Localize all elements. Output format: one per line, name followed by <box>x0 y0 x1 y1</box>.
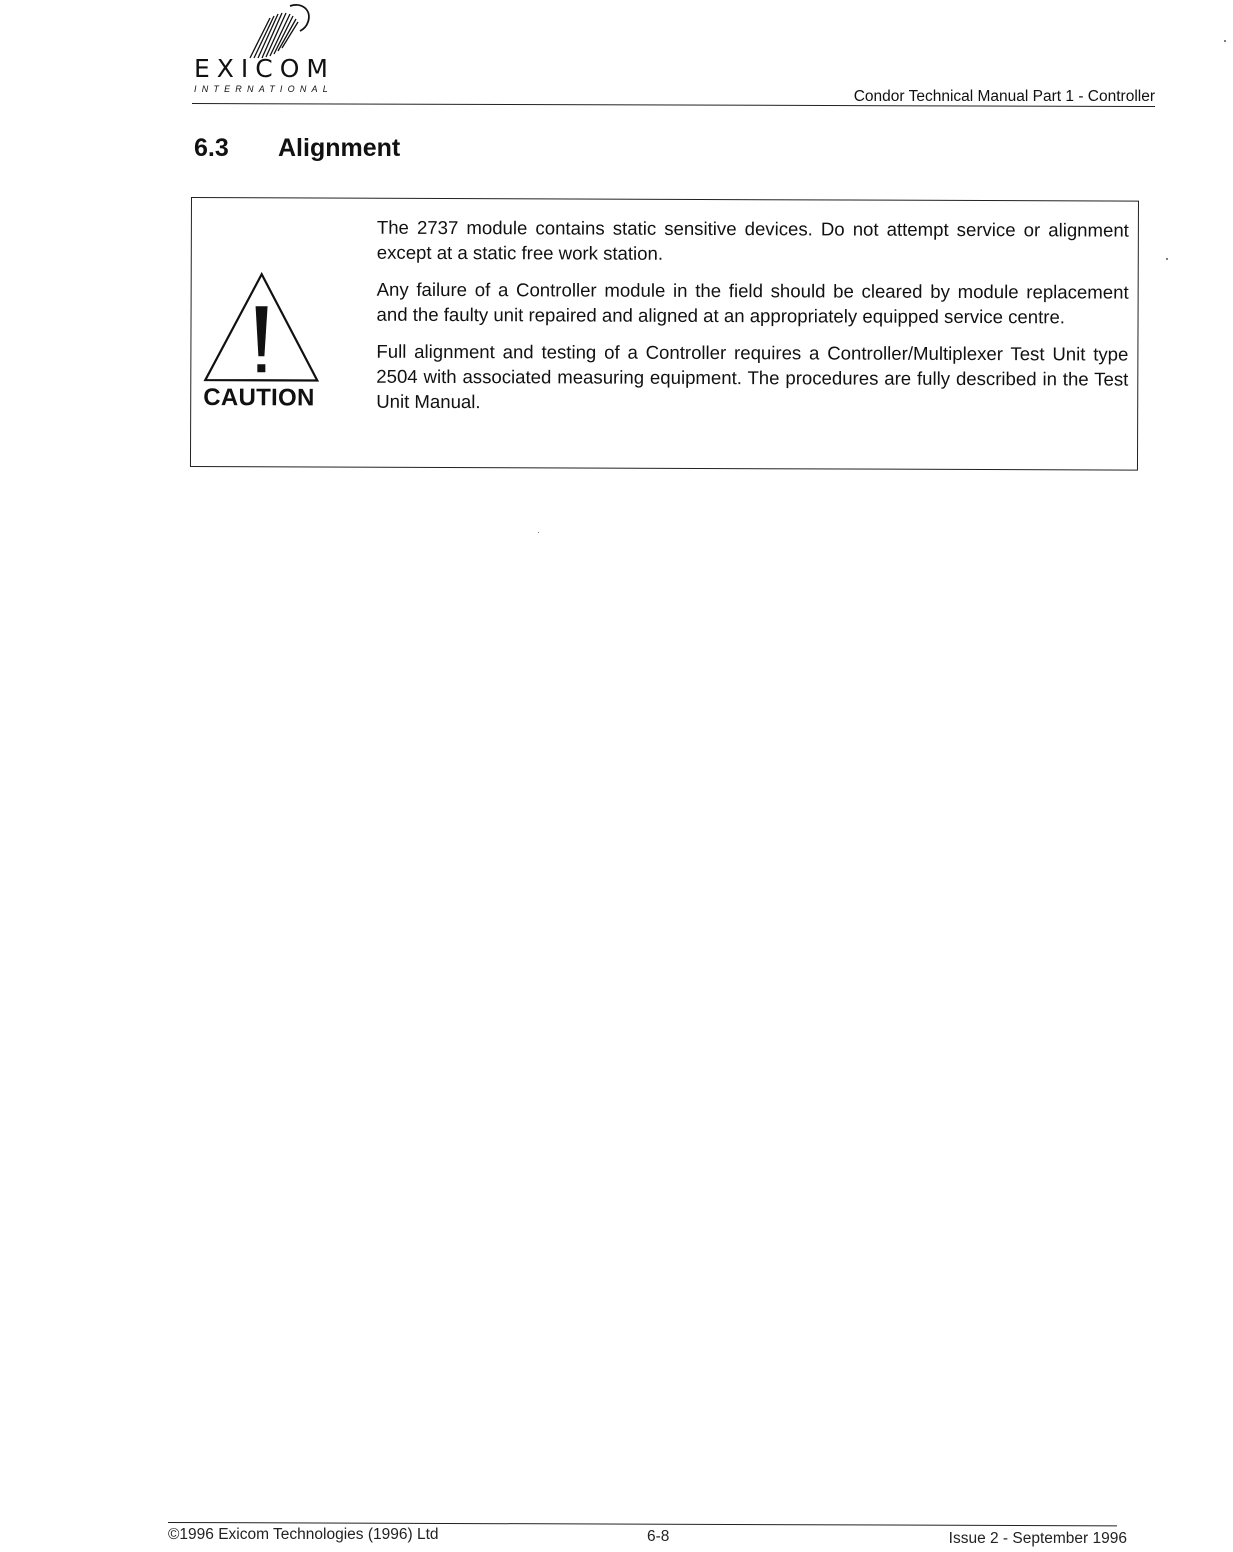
caution-paragraph: Full alignment and testing of a Controller requires a Controller/Multiplexer Test Unit type 2504 with associated measuring equipment. The procedures are fully described in the Test Unit Manual. <box>376 340 1129 413</box>
footer-issue: Issue 2 - September 1996 <box>948 1530 1127 1547</box>
scan-speck <box>538 532 539 533</box>
document-title: Condor Technical Manual Part 1 - Controller <box>853 88 1155 105</box>
caution-paragraph: The 2737 module contains static sensitive devices. Do not attempt service or alignment except at a static free work station. <box>376 216 1129 264</box>
section-number: 6.3 <box>194 134 229 162</box>
logo-subtitle: INTERNATIONAL <box>194 84 333 94</box>
caution-label: CAUTION <box>203 384 315 412</box>
logo-wordmark: EXICOM <box>194 54 335 83</box>
caution-paragraph: Any failure of a Controller module in the field should be cleared by module replacement and the faulty unit repaired and aligned at an appropriately equipped service centre. <box>376 278 1129 328</box>
section-title: Alignment <box>278 134 401 162</box>
scan-speck <box>1224 40 1226 42</box>
warning-triangle-icon <box>201 270 321 386</box>
exicom-logo-mark-icon <box>242 0 322 60</box>
scan-speck <box>1166 258 1168 260</box>
exicom-logo <box>192 0 372 100</box>
section-heading <box>194 134 400 163</box>
caution-box <box>190 197 1139 471</box>
caution-text <box>376 215 1129 417</box>
footer-copyright: ©1996 Exicom Technologies (1996) Ltd <box>168 1526 439 1543</box>
footer-page-number: 6-8 <box>647 1528 670 1545</box>
